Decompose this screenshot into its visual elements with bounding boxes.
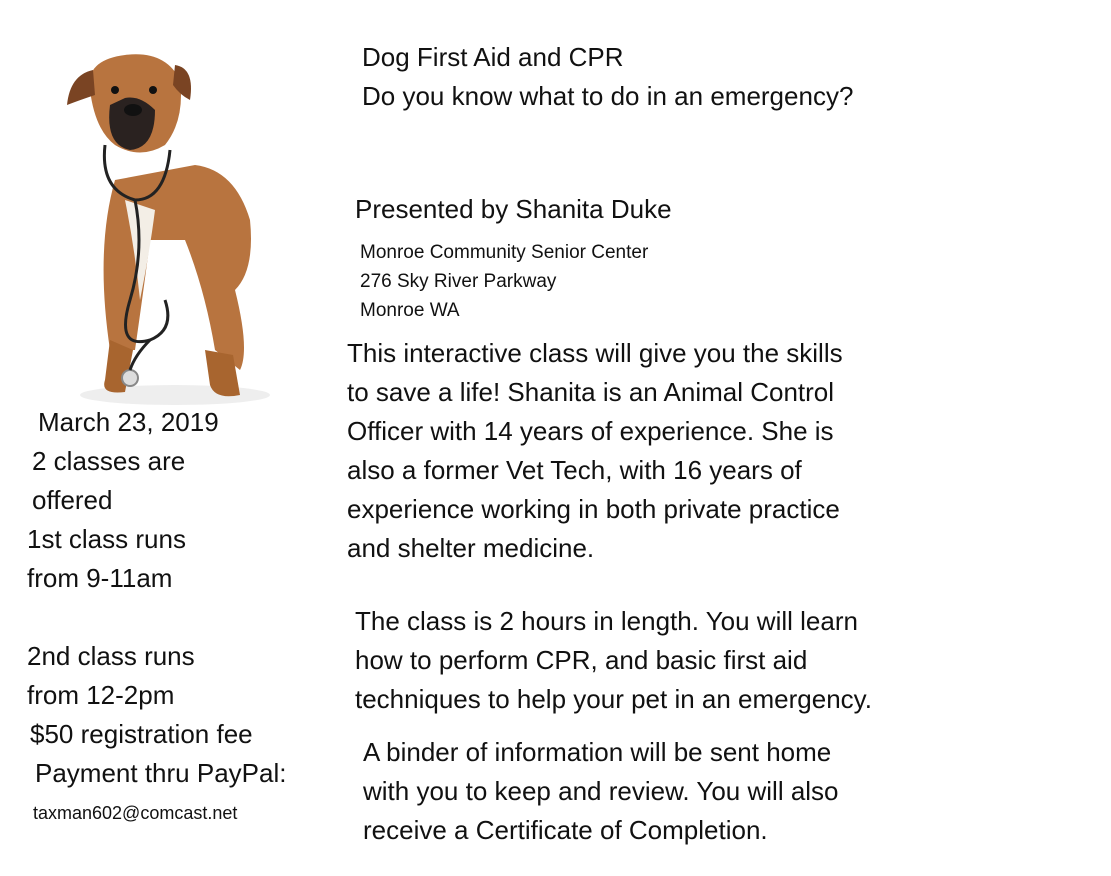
first-class-line-2: from 9-11am bbox=[27, 563, 173, 593]
about-line: Officer with 14 years of experience. She is bbox=[347, 416, 834, 446]
registration-fee bbox=[30, 718, 253, 751]
payment-method: Payment thru PayPal: bbox=[35, 758, 287, 788]
fee-amount: $50 bbox=[30, 719, 74, 749]
about-line: also a former Vet Tech, with 16 years of bbox=[347, 455, 802, 485]
binder-info-line: A binder of information will be sent home bbox=[363, 737, 832, 767]
binder-info-line: receive a Certificate of Completion. bbox=[363, 815, 768, 845]
event-date: March 23, 2019 bbox=[38, 407, 219, 437]
venue-street: 276 Sky River Parkway bbox=[360, 271, 557, 292]
classes-offered-line-1: 2 classes are bbox=[32, 446, 186, 476]
classes-offered-line-2: offered bbox=[32, 485, 113, 515]
first-class-line-1: 1st class runs bbox=[27, 524, 186, 554]
title-line-1: Dog First Aid and CPR bbox=[362, 42, 624, 72]
class-info-paragraph bbox=[355, 602, 872, 719]
title-line-2: Do you know what to do in an emergency? bbox=[362, 81, 854, 111]
about-line: to save a life! Shanita is an Animal Control bbox=[347, 377, 835, 407]
second-class-line-2: from 12-2pm bbox=[27, 680, 175, 710]
binder-info-paragraph bbox=[363, 733, 839, 850]
class-info-line: techniques to help your pet in an emergency. bbox=[355, 684, 872, 714]
about-paragraph bbox=[347, 334, 843, 568]
boxer-dog-with-stethoscope-icon bbox=[55, 50, 285, 410]
binder-info-line: with you to keep and review. You will also bbox=[363, 776, 839, 806]
about-line: experience working in both private practice bbox=[347, 494, 840, 524]
paypal-email: taxman602@comcast.net bbox=[33, 803, 238, 823]
venue-name: Monroe Community Senior Center bbox=[360, 242, 649, 263]
fee-label: registration fee bbox=[80, 719, 253, 749]
about-line: This interactive class will give you the skills bbox=[347, 338, 843, 368]
class-info-line: how to perform CPR, and basic first aid bbox=[355, 645, 808, 675]
venue-city: Monroe WA bbox=[360, 300, 460, 321]
about-line: and shelter medicine. bbox=[347, 533, 595, 563]
second-class-line-1: 2nd class runs bbox=[27, 641, 195, 671]
class-info-line: The class is 2 hours in length. You will learn bbox=[355, 606, 858, 636]
presenter: Presented by Shanita Duke bbox=[355, 194, 672, 224]
